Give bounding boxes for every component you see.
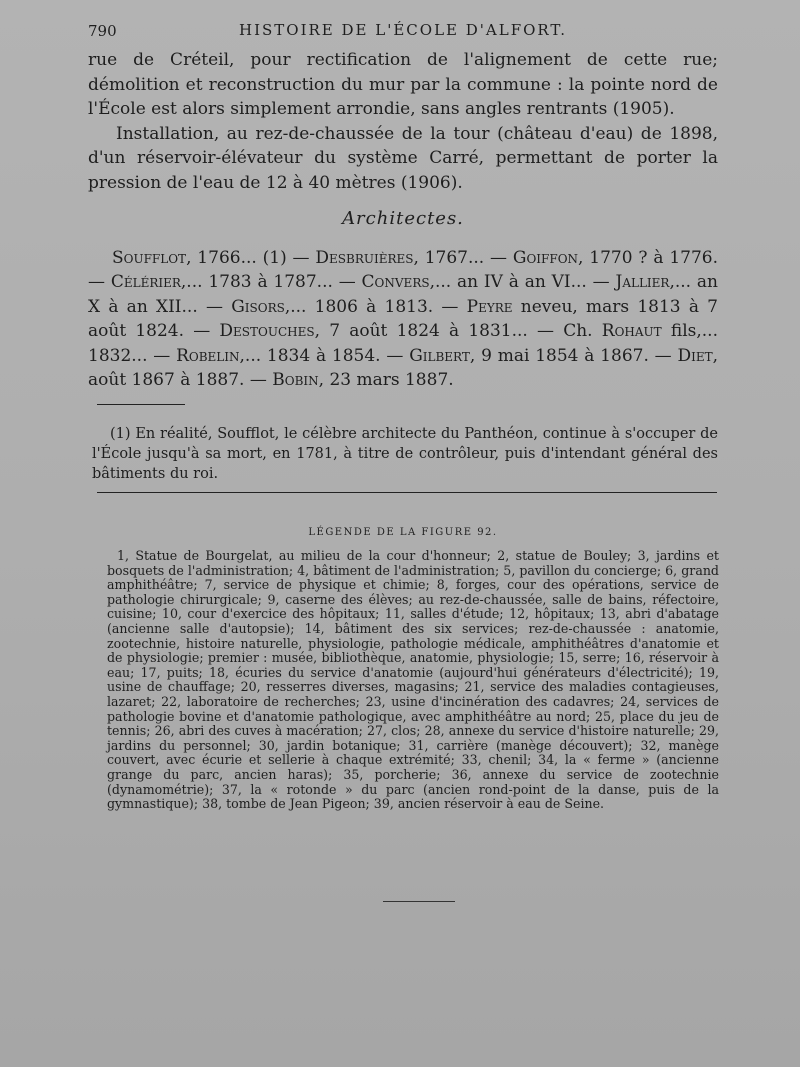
- footnote-rule: [97, 404, 185, 405]
- architect-name: Rohaut: [601, 321, 662, 341]
- architect-text: , août 1867 à 1887. —: [88, 345, 718, 390]
- architect-text: fils,... 1832... —: [88, 321, 718, 366]
- legend-title: LÉGENDE DE LA FIGURE 92.: [308, 527, 498, 538]
- architect-name: Convers: [361, 272, 430, 292]
- architect-name: Goiffon: [512, 247, 579, 268]
- architect-text: ,... an IV à an VI... —: [429, 272, 616, 292]
- architect-text: , 1767... —: [413, 247, 513, 268]
- architect-name: Bobin: [272, 370, 319, 390]
- architect-text: ,... 1806 à 1813. —: [284, 296, 467, 317]
- section-divider: [97, 492, 717, 493]
- architect-name: Destouches: [219, 321, 315, 341]
- architect-text: ,... 1834 à 1854. —: [239, 345, 410, 366]
- architect-text: neveu, mars 1813 à 7 août 1824. —: [88, 296, 719, 341]
- main-text: [88, 48, 718, 393]
- architect-text: , 23 mars 1887.: [318, 370, 454, 390]
- paragraph-1: rue de Créteil, pour rectification de l'alignement de cette rue; démolition et reconstruction du mur par la commune : la pointe nord de l'École est alors simplement arrondie, sans angles rentrants (1905).: [88, 50, 718, 119]
- architect-name: Diet: [677, 345, 713, 366]
- running-title: HISTOIRE DE L'ÉCOLE D'ALFORT.: [239, 21, 567, 39]
- footnote: (1) En réalité, Soufflot, le célèbre architecte du Panthéon, continue à s'occuper de l'École jusqu'à sa mort, en 1781, à titre de contrôleur, puis d'intendant général des bâtiments du roi.: [92, 426, 718, 482]
- section-title: Architectes.: [342, 208, 464, 229]
- paragraph-2: Installation, au rez-de-chaussée de la tour (château d'eau) de 1898, d'un réservoir-élévateur du système Carré, permettant de porter la pression de l'eau de 12 à 40 mètres (1906).: [88, 123, 718, 193]
- architect-text: ,... an X à an XII... —: [88, 272, 718, 317]
- architect-text: , 1770 ? à 1776. —: [88, 247, 718, 292]
- legend-text: 1, Statue de Bourgelat, au milieu de la cour d'honneur; 2, statue de Bouley; 3, jardins et bosquets de l'administration; 4, bâtiment de l'administration; 5, pavillon du concierge; 6, grand amphithéâtre; 7, service de physique et chimie; 8, forges, cour des opérations, service de pathologie chirurgicale; 9, caserne des élèves; au rez-de-chaussée, salle de bains, réfectoire, cuisine; 10, cour d'exercice des hôpitaux; 11, salles d'étude; 12, hôpitaux; 13, abri d'abatage (ancienne salle d'autopsie); 14, bâtiment des six services; rez-de-chaussée : anatomie, zootechnie, histoire naturelle, physiologie, pathologie médicale, amphithéâtres d'anatomie et de physiologie; premier : musée, bibliothèque, anatomie, physiologie; 15, serre; 16, réservoir à eau; 17, puits; 18, écuries du service d'anatomie (aujourd'hui générateurs d'électricité); 19, usine de chauffage; 20, resserres diverses, magasins; 21, service des maladies contagieuses, lazaret; 22, laboratoire de recherches; 23, usine d'incinération des cadavres; 24, services de pathologie bovine et d'anatomie pathologique, avec amphithéâtre au nord; 25, place du jeu de tennis; 26, abri des cuves à macération; 27, clos; 28, annexe du service d'histoire naturelle; 29, jardins du personnel; 30, jardin botanique; 31, carrière (manège découvert); 32, manège couvert, avec écurie et sellerie à chaque extrémité; 33, chenil; 34, la « ferme » (ancienne grange du parc, ancien haras); 35, porcherie; 36, annexe du service de zootechnie (dynamométrie); 37, la « rotonde » du parc (ancien rond-point de la danse, puis de la gymnastique); 38, tombe de Jean Pigeon; 39, ancien réservoir à eau de Seine.: [107, 548, 719, 812]
- architect-name: Robelin: [176, 345, 240, 366]
- architect-name: Soufflot: [112, 247, 187, 268]
- architect-name: Peyre: [466, 296, 513, 317]
- architect-text: , 9 mai 1854 à 1867. —: [469, 345, 678, 366]
- architect-name: Desbruières: [315, 247, 414, 268]
- architect-name: Gisors: [231, 296, 285, 317]
- architect-name: Jallier: [615, 272, 670, 292]
- page-header: [88, 20, 718, 46]
- architect-text: , 1766... (1) —: [186, 247, 316, 268]
- end-rule: [383, 901, 455, 902]
- architect-text: ,... 1783 à 1787... —: [180, 272, 362, 292]
- architects-list: [88, 246, 718, 393]
- page-number: 790: [88, 22, 117, 40]
- architect-name: Célérier: [110, 272, 181, 292]
- architect-name: Gilbert: [409, 345, 470, 366]
- architect-text: , 7 août 1824 à 1831... — Ch.: [314, 321, 602, 341]
